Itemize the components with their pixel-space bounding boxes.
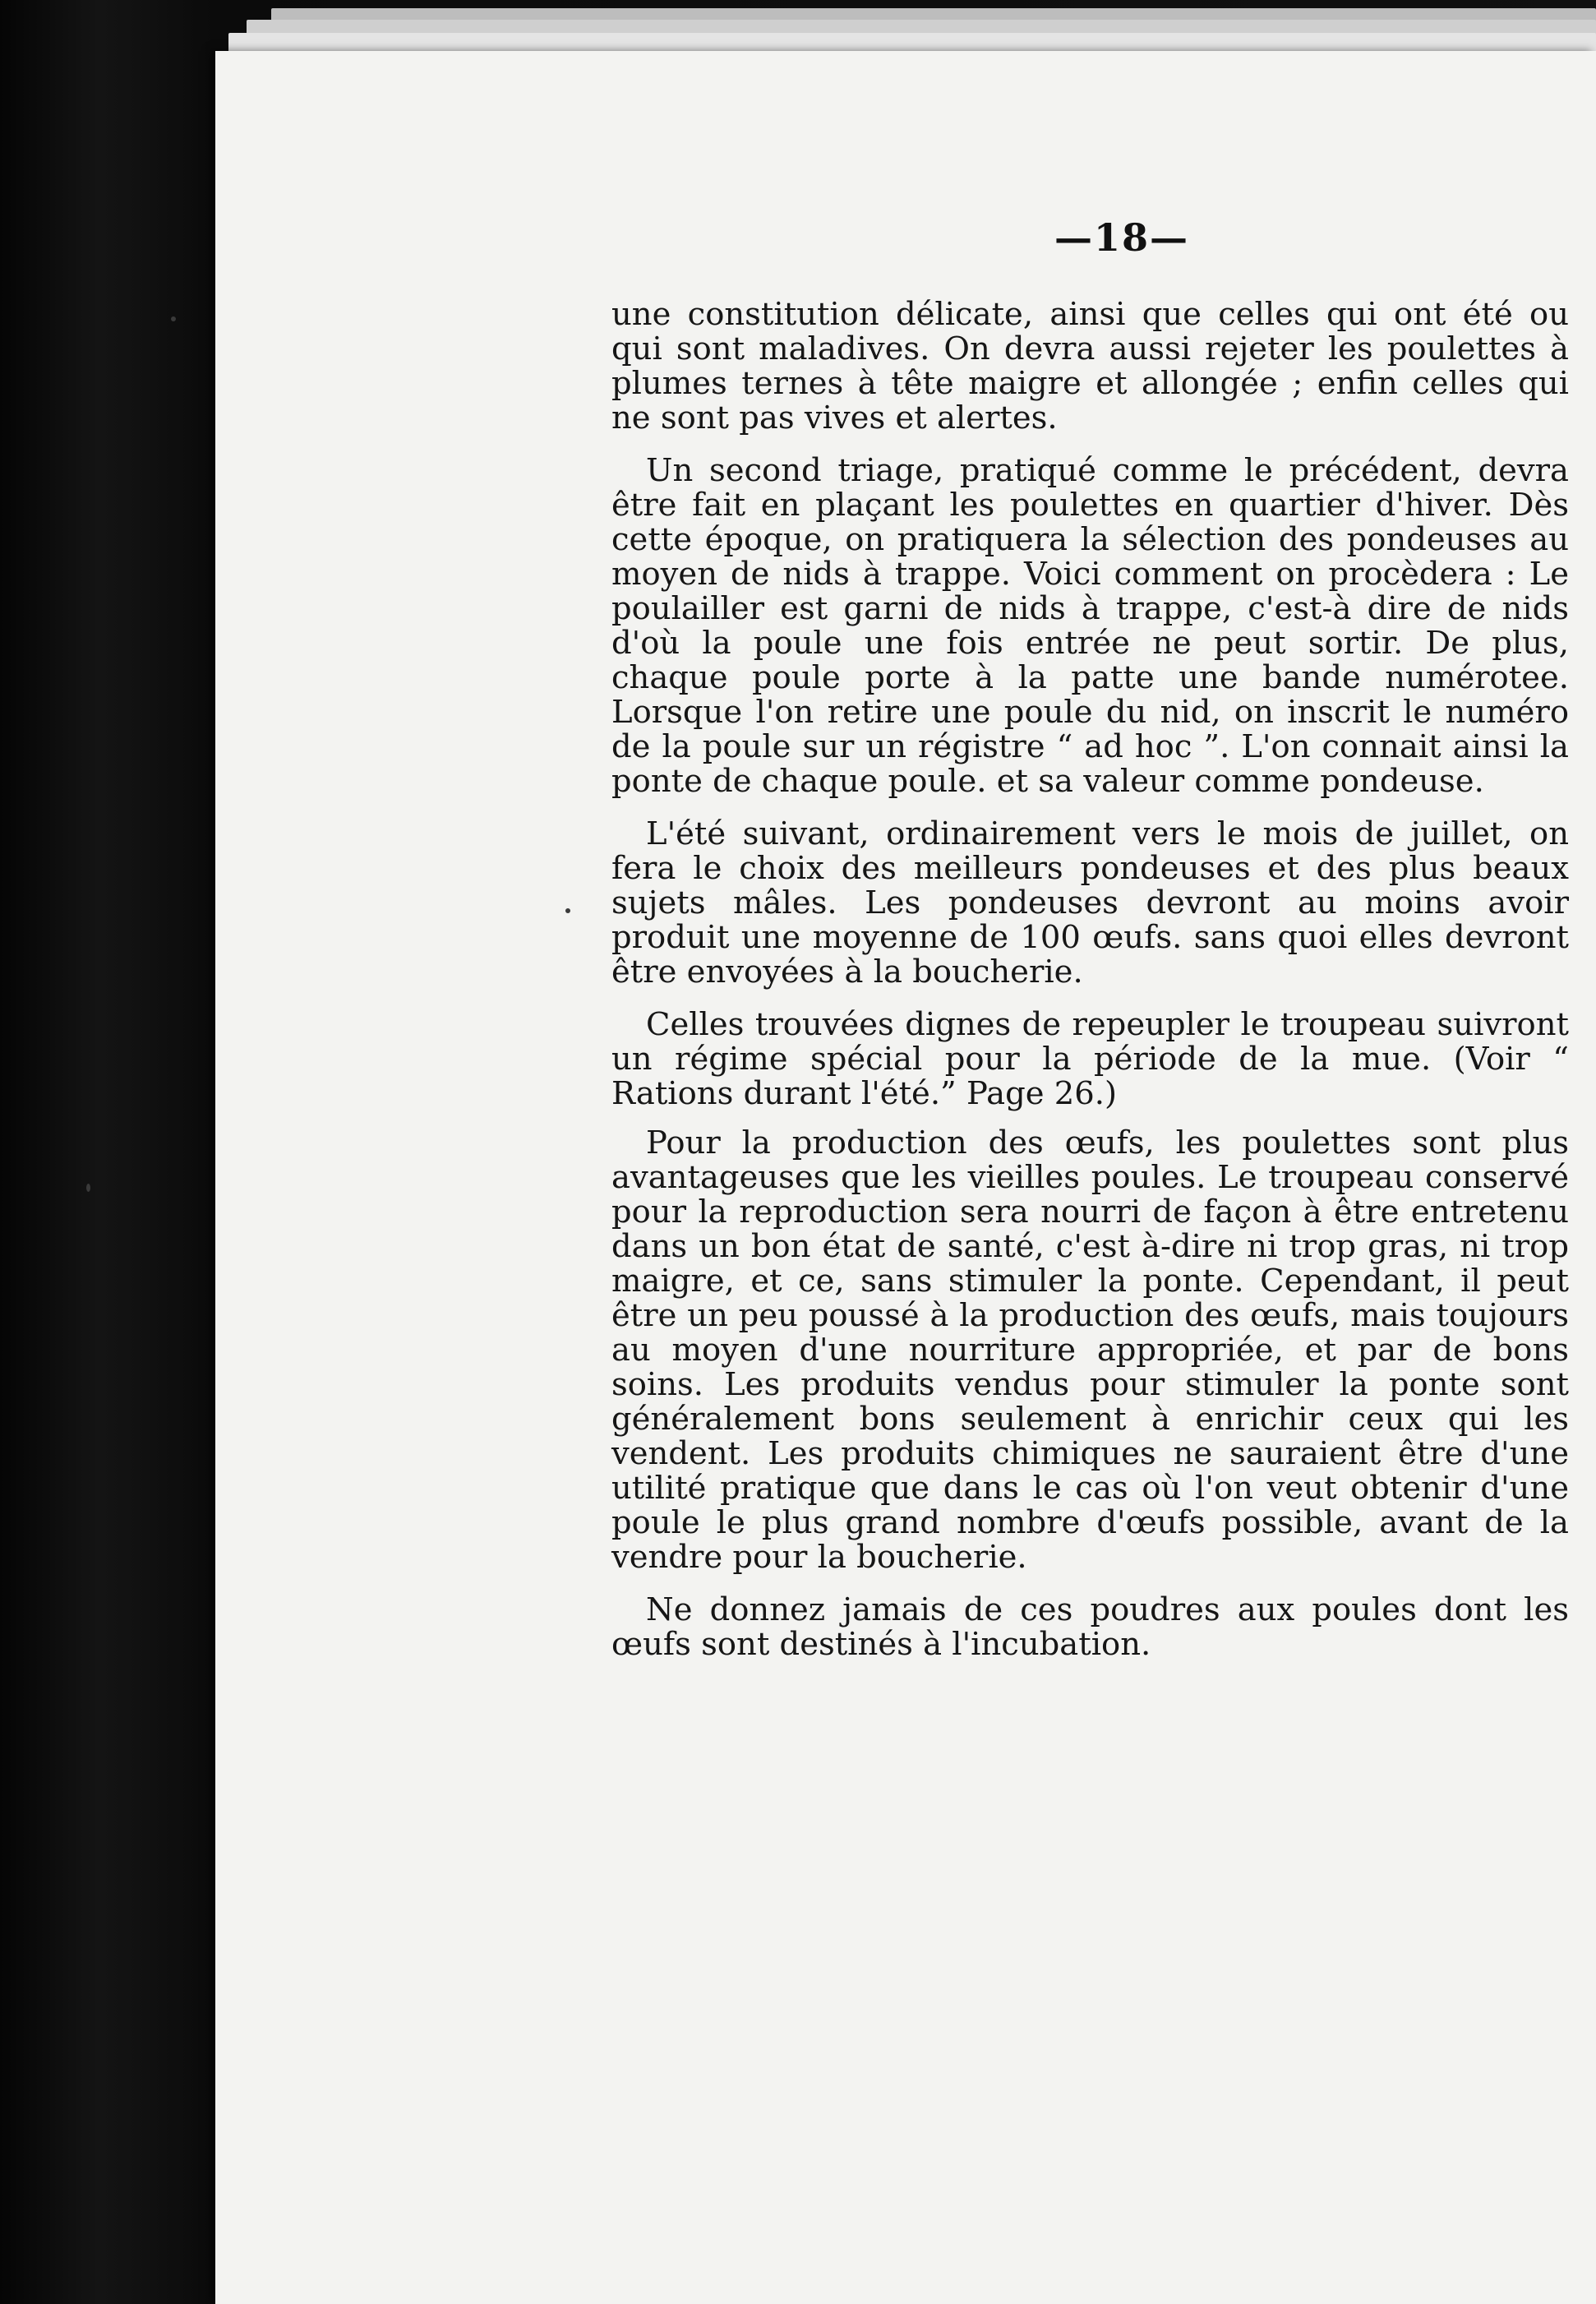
body-text	[611, 298, 1569, 1680]
scan-speck	[86, 1184, 90, 1192]
paragraph: Un second triage, pratiqué comme le précédent, devra être fait en plaçant les poulettes en quartier d'hiver. Dès cette époque, on pratiquera la sélection des pondeuses au moyen de nids à trappe. Voici comment on procèdera : Le poulailler est garni de nids à trappe, c'est-à dire de nids d'où la poule une fois entrée ne peut sortir. De plus, chaque poule porte à la patte une bande numérotee. Lorsque l'on retire une poule du nid, on inscrit le numéro de la poule sur un régistre “ ad hoc ”. L'on connait ainsi la ponte de chaque poule. et sa valeur comme pondeuse.	[611, 452, 1569, 800]
paragraph: L'été suivant, ordinairement vers le mois de juillet, on fera le choix des meilleurs pondeuses et des plus beaux sujets mâles. Les pondeuses devront au moins avoir produit une moyenne de 100 œufs. sans quoi elles devront être envoyées à la boucherie.	[611, 815, 1569, 990]
scan-speck	[171, 316, 176, 321]
scan-speck	[565, 908, 570, 913]
paragraph: Celles trouvées dignes de repeupler le troupeau suivront un régime spécial pour la période de la mue. (Voir “ Rations durant l'été.” Page 26.)	[611, 1006, 1569, 1112]
page-number: —18—	[1054, 215, 1189, 260]
paragraph: Ne donnez jamais de ces poudres aux poules dont les œufs sont destinés à l'incubation.	[611, 1591, 1569, 1663]
paragraph: une constitution délicate, ainsi que celles qui ont été ou qui sont maladives. On devra aussi rejeter les poulettes à plumes ternes à tête maigre et allongée ; enfin celles qui ne sont pas vives et alertes.	[611, 296, 1569, 436]
paragraph: Pour la production des œufs, les poulettes sont plus avantageuses que les vieilles poules. Le troupeau conservé pour la reproduction sera nourri de façon à être entretenu dans un bon état de santé, c'est à-dire ni trop gras, ni trop maigre, et ce, sans stimuler la ponte. Cependant, il peut être un peu poussé à la production des œufs, mais toujours au moyen d'une nourriture appropriée, et par de bons soins. Les produits vendus pour stimuler la ponte sont généralement bons seulement à enrichir ceux qui les vendent. Les produits chimiques ne sauraient être d'une utilité pratique que dans le cas où l'on veut obtenir d'une poule le plus grand nombre d'œufs possible, avant de la vendre pour la boucherie.	[611, 1124, 1569, 1576]
